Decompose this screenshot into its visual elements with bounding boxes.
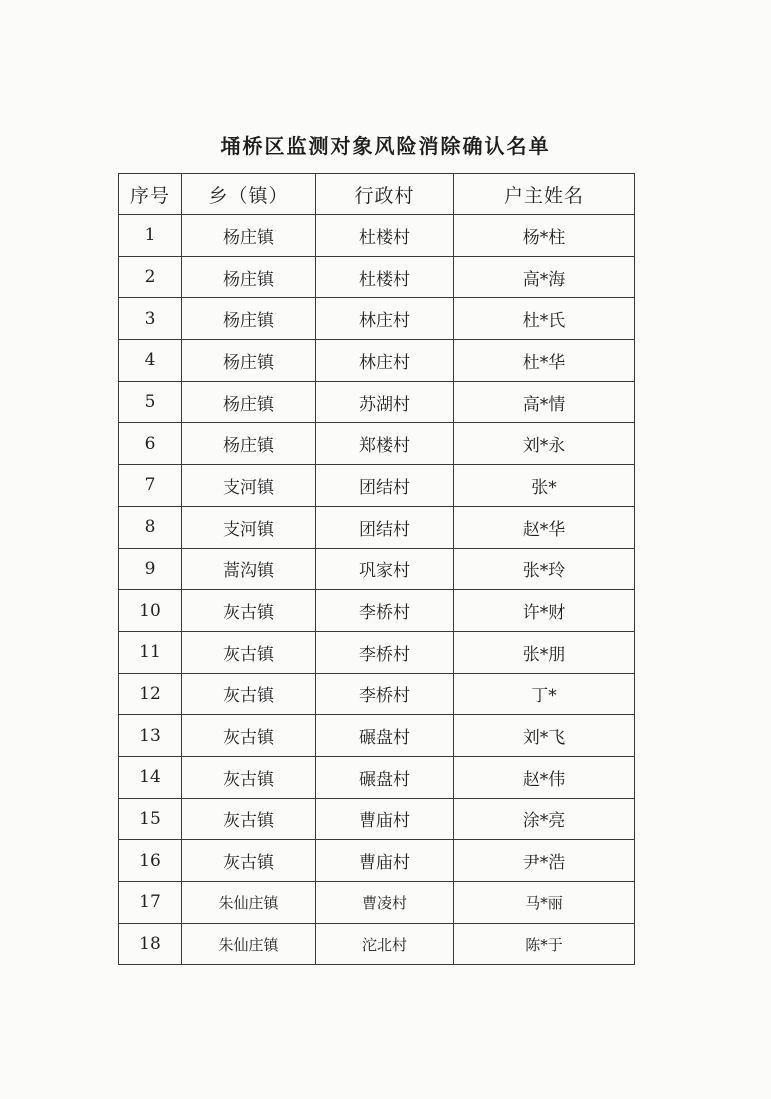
- seq-cell: 3: [119, 298, 182, 340]
- town-cell: 杨庄镇: [182, 256, 316, 298]
- village-cell: 林庄村: [316, 298, 454, 340]
- village-cell: 团结村: [316, 465, 454, 507]
- householder-cell: 杜*华: [454, 340, 635, 382]
- householder-cell: 张*: [454, 465, 635, 507]
- table-row: [119, 840, 635, 882]
- seq-cell: 8: [119, 506, 182, 548]
- seq-cell: 16: [119, 840, 182, 882]
- seq-cell: 5: [119, 381, 182, 423]
- table-row: [119, 256, 635, 298]
- village-cell: 曹凌村: [316, 882, 454, 924]
- town-cell: 灰古镇: [182, 715, 316, 757]
- table-row: [119, 548, 635, 590]
- village-cell: 李桥村: [316, 631, 454, 673]
- table-row: [119, 423, 635, 465]
- village-cell: 苏湖村: [316, 381, 454, 423]
- village-cell: 巩家村: [316, 548, 454, 590]
- header-seq: 序号: [119, 174, 182, 215]
- town-cell: 杨庄镇: [182, 215, 316, 257]
- town-cell: 灰古镇: [182, 840, 316, 882]
- seq-cell: 6: [119, 423, 182, 465]
- seq-cell: 7: [119, 465, 182, 507]
- table-row: [119, 756, 635, 798]
- seq-cell: 15: [119, 798, 182, 840]
- page-title: 埇桥区监测对象风险消除确认名单: [220, 134, 551, 158]
- householder-cell: 赵*伟: [454, 756, 635, 798]
- seq-cell: 18: [119, 923, 182, 965]
- householder-cell: 涂*亮: [454, 798, 635, 840]
- village-cell: 沱北村: [316, 923, 454, 965]
- table-body: [119, 215, 635, 965]
- town-cell: 支河镇: [182, 465, 316, 507]
- village-cell: 杜楼村: [316, 215, 454, 257]
- seq-cell: 9: [119, 548, 182, 590]
- householder-cell: 刘*飞: [454, 715, 635, 757]
- table-row: [119, 298, 635, 340]
- seq-cell: 14: [119, 756, 182, 798]
- householder-cell: 赵*华: [454, 506, 635, 548]
- town-cell: 灰古镇: [182, 590, 316, 632]
- seq-cell: 17: [119, 882, 182, 924]
- town-cell: 杨庄镇: [182, 381, 316, 423]
- householder-cell: 刘*永: [454, 423, 635, 465]
- town-cell: 朱仙庄镇: [182, 923, 316, 965]
- table-row: [119, 673, 635, 715]
- householder-cell: 杨*柱: [454, 215, 635, 257]
- table-row: [119, 923, 635, 965]
- town-cell: 蒿沟镇: [182, 548, 316, 590]
- householder-cell: 丁*: [454, 673, 635, 715]
- seq-cell: 13: [119, 715, 182, 757]
- header-town: 乡（镇）: [182, 174, 316, 215]
- town-cell: 杨庄镇: [182, 423, 316, 465]
- seq-cell: 12: [119, 673, 182, 715]
- roster-table: [118, 173, 635, 965]
- table-row: [119, 715, 635, 757]
- householder-cell: 高*情: [454, 381, 635, 423]
- householder-cell: 张*朋: [454, 631, 635, 673]
- village-cell: 碾盘村: [316, 756, 454, 798]
- village-cell: 曹庙村: [316, 798, 454, 840]
- table-header-row: [119, 174, 635, 215]
- householder-cell: 张*玲: [454, 548, 635, 590]
- householder-cell: 许*财: [454, 590, 635, 632]
- village-cell: 团结村: [316, 506, 454, 548]
- seq-cell: 4: [119, 340, 182, 382]
- householder-cell: 马*丽: [454, 882, 635, 924]
- town-cell: 灰古镇: [182, 756, 316, 798]
- village-cell: 杜楼村: [316, 256, 454, 298]
- header-householder: 户主姓名: [454, 174, 635, 215]
- header-village: 行政村: [316, 174, 454, 215]
- seq-cell: 2: [119, 256, 182, 298]
- village-cell: 李桥村: [316, 673, 454, 715]
- seq-cell: 11: [119, 631, 182, 673]
- householder-cell: 杜*氏: [454, 298, 635, 340]
- seq-cell: 10: [119, 590, 182, 632]
- table-row: [119, 465, 635, 507]
- village-cell: 曹庙村: [316, 840, 454, 882]
- town-cell: 灰古镇: [182, 631, 316, 673]
- village-cell: 李桥村: [316, 590, 454, 632]
- table-row: [119, 381, 635, 423]
- town-cell: 灰古镇: [182, 673, 316, 715]
- householder-cell: 高*海: [454, 256, 635, 298]
- village-cell: 碾盘村: [316, 715, 454, 757]
- seq-cell: 1: [119, 215, 182, 257]
- town-cell: 灰古镇: [182, 798, 316, 840]
- table-row: [119, 340, 635, 382]
- table-row: [119, 882, 635, 924]
- householder-cell: 陈*于: [454, 923, 635, 965]
- table-row: [119, 506, 635, 548]
- table-row: [119, 590, 635, 632]
- town-cell: 杨庄镇: [182, 340, 316, 382]
- town-cell: 杨庄镇: [182, 298, 316, 340]
- table-row: [119, 631, 635, 673]
- town-cell: 朱仙庄镇: [182, 882, 316, 924]
- town-cell: 支河镇: [182, 506, 316, 548]
- village-cell: 郑楼村: [316, 423, 454, 465]
- table-row: [119, 798, 635, 840]
- householder-cell: 尹*浩: [454, 840, 635, 882]
- village-cell: 林庄村: [316, 340, 454, 382]
- table-row: [119, 215, 635, 257]
